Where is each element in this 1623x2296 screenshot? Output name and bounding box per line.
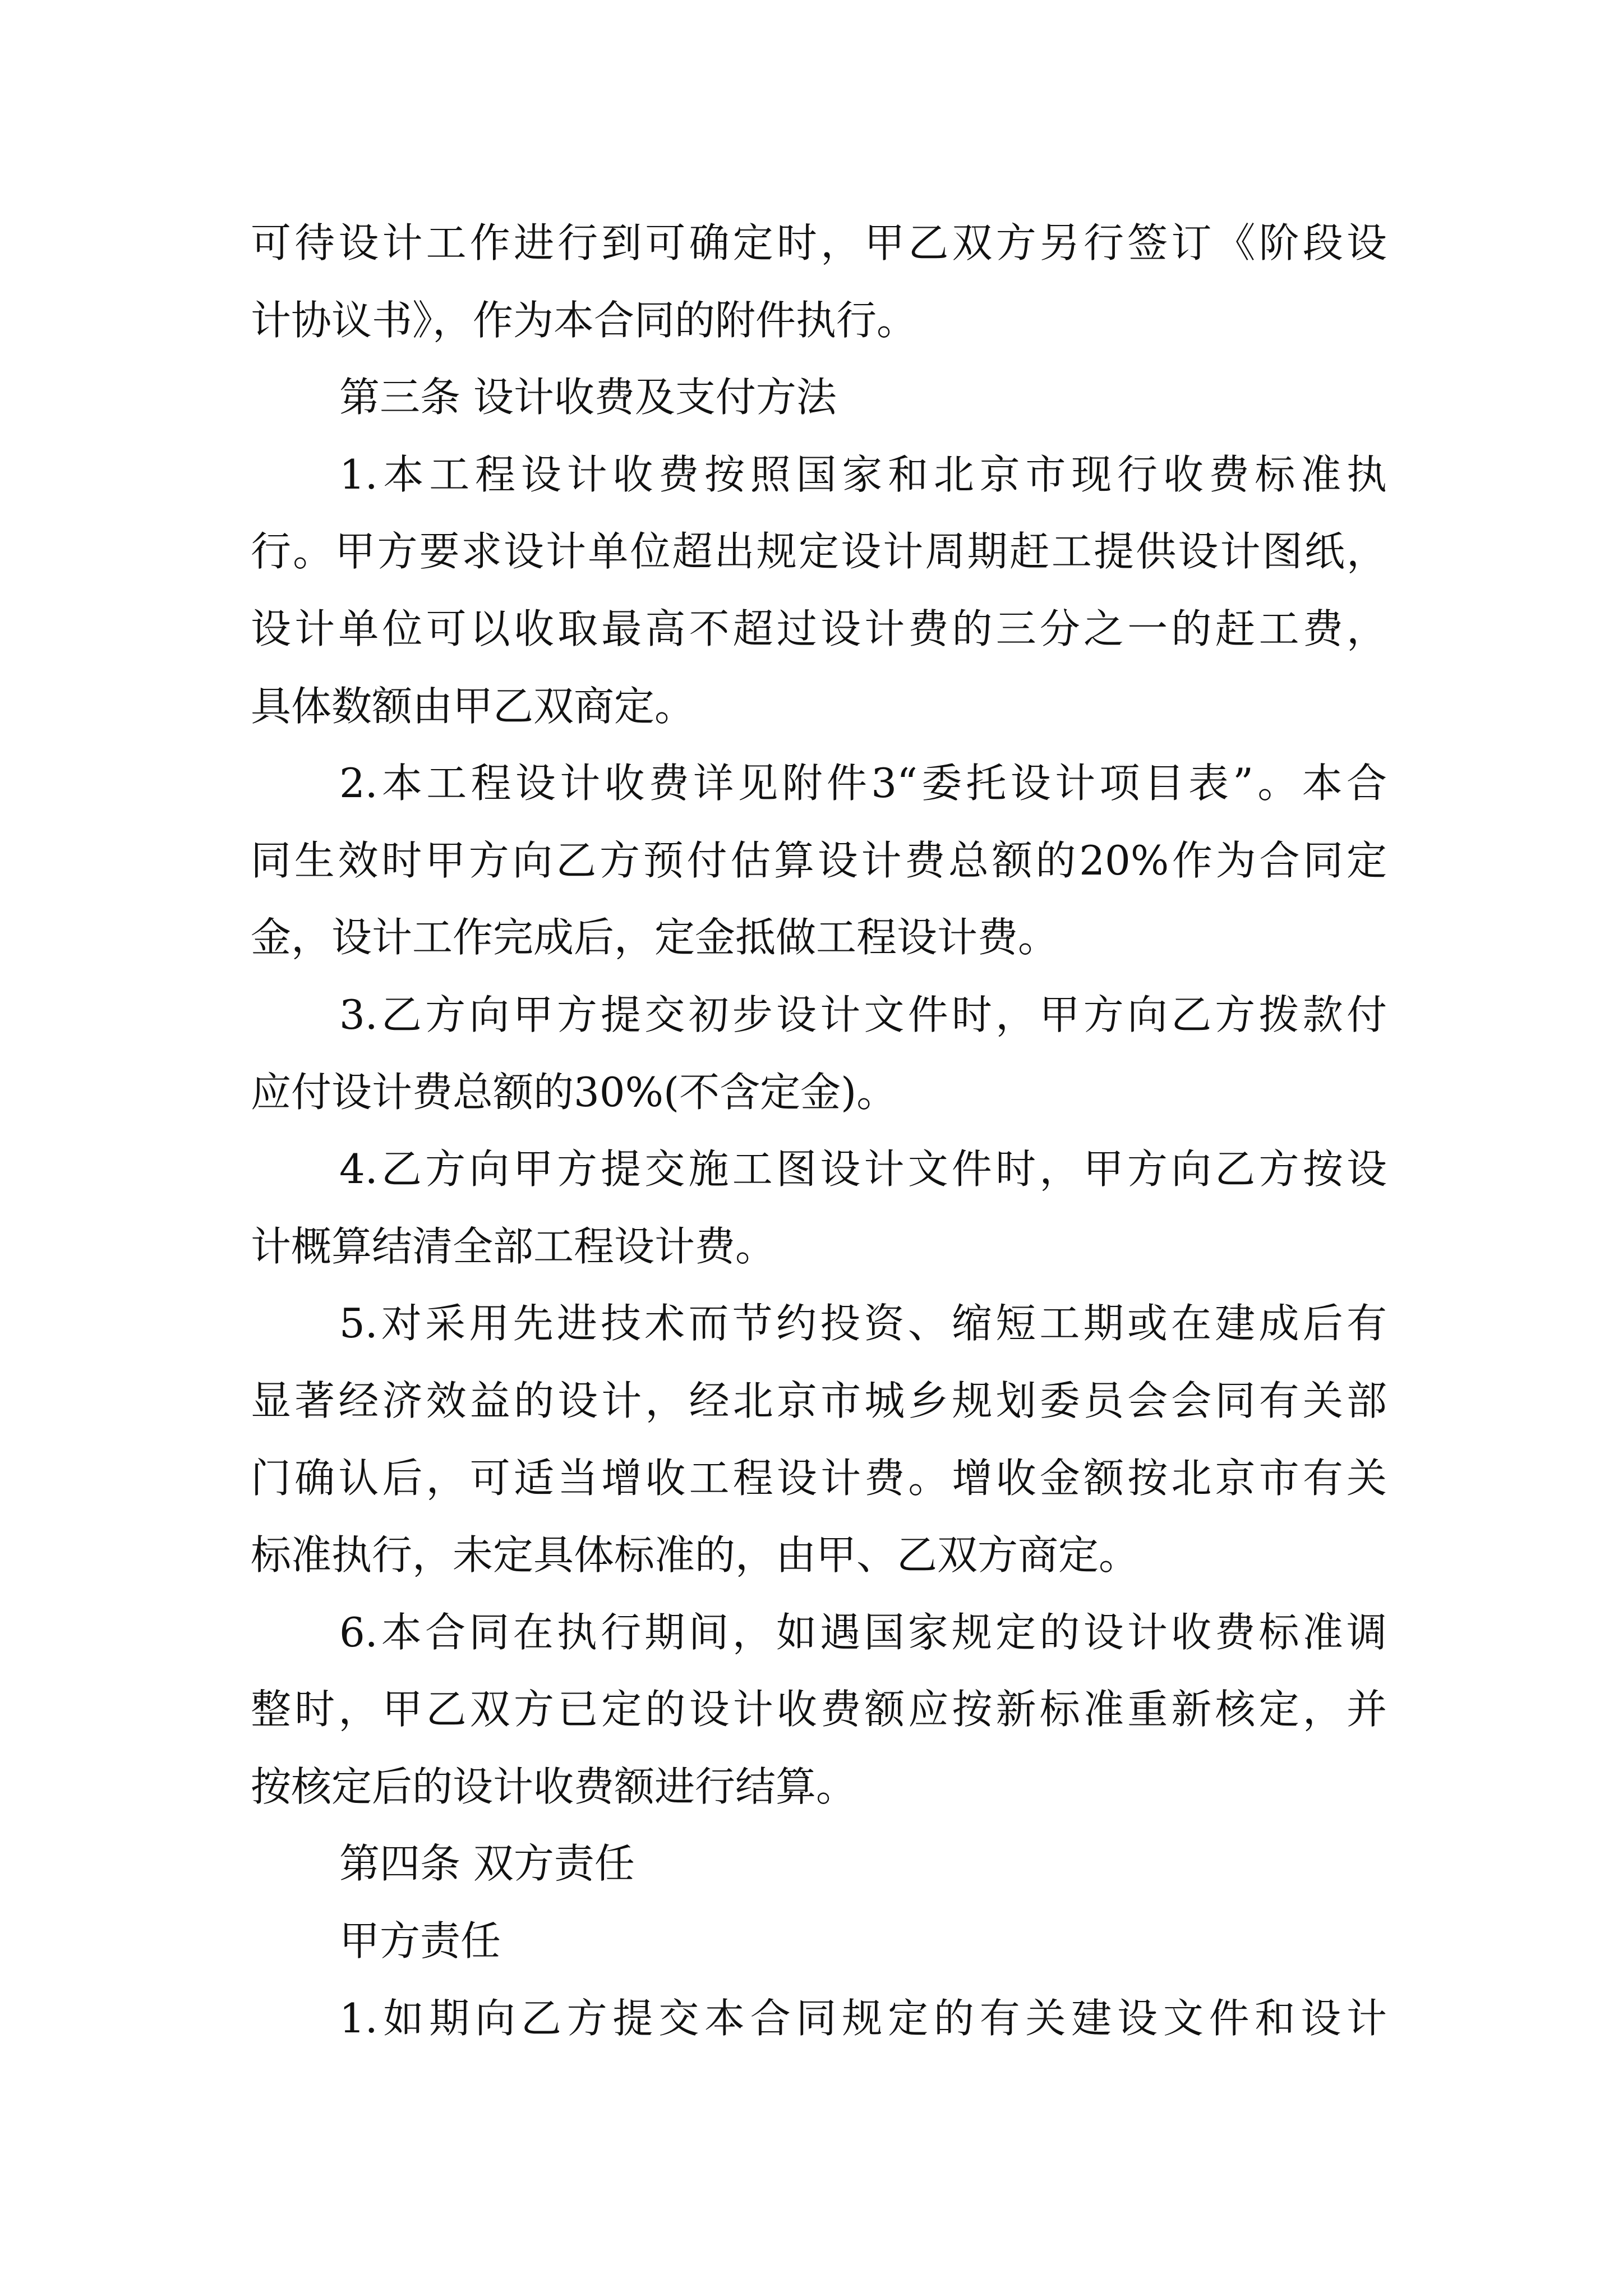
clause-paragraph [251,436,1387,745]
paragraph-line: 门确认后，可适当增收工程设计费。增收金额按北京市有关 [251,1454,1387,1502]
paragraph-line: 计协议书》，作为本合同的附件执行。 [251,296,917,344]
article-heading [251,359,1387,436]
paragraph-line: 设计单位可以收取最高不超过设计费的三分之一的赶工费， [251,605,1387,652]
paragraph-line: 6.本合同在执行期间，如遇国家规定的设计收费标准调 [339,1608,1387,1656]
section-subheading [251,1903,1387,1980]
paragraph-line: 4.乙方向甲方提交施工图设计文件时，甲方向乙方按设 [339,1145,1387,1193]
paragraph-line: 可待设计工作进行到可确定时，甲乙双方另行签订《阶段设 [251,219,1387,266]
document-body [251,205,1387,2057]
paragraph-line: 显著经济效益的设计，经北京市城乡规划委员会会同有关部 [251,1377,1387,1424]
article-heading [251,1825,1387,1903]
paragraph-line: 1.本工程设计收费按照国家和北京市现行收费标准执 [339,450,1387,498]
section-subheading-text: 甲方责任 [339,1917,501,1965]
clause-paragraph [251,1980,1387,2058]
clause-paragraph [251,977,1387,1131]
paragraph-line: 具体数额由甲乙双商定。 [251,682,695,730]
paragraph-line: 同生效时甲方向乙方预付估算设计费总额的20%作为合同定 [251,836,1387,884]
paragraph-line: 计概算结清全部工程设计费。 [251,1222,776,1270]
paragraph-line: 按核定后的设计收费额进行结算。 [251,1763,857,1810]
paragraph-line: 金，设计工作完成后，定金抵做工程设计费。 [251,914,1059,961]
clause-paragraph [251,1285,1387,1594]
article-heading-text: 第四条 双方责任 [339,1840,635,1888]
paragraph-line: 行。甲方要求设计单位超出规定设计周期赶工提供设计图纸， [251,528,1387,576]
paragraph-line: 标准执行，未定具体标准的，由甲、乙双方商定。 [251,1531,1140,1579]
clause-paragraph [251,745,1387,977]
article-heading-text: 第三条 设计收费及支付方法 [339,374,837,421]
paragraph-line: 5.对采用先进技术而节约投资、缩短工期或在建成后有 [339,1300,1387,1347]
clause-paragraph [251,1131,1387,1285]
paragraph-line: 3.乙方向甲方提交初步设计文件时，甲方向乙方拨款付 [339,991,1387,1038]
paragraph-line: 2.本工程设计收费详见附件3“委托设计项目表”。本合 [339,760,1387,807]
paragraph-line: 整时，甲乙双方已定的设计收费额应按新标准重新核定，并 [251,1686,1387,1733]
clause-paragraph [251,1594,1387,1826]
paragraph-continued [251,205,1387,359]
paragraph-line: 1.如期向乙方提交本合同规定的有关建设文件和设计 [339,1994,1387,2042]
paragraph-line: 应付设计费总额的30%(不含定金)。 [251,1068,897,1116]
